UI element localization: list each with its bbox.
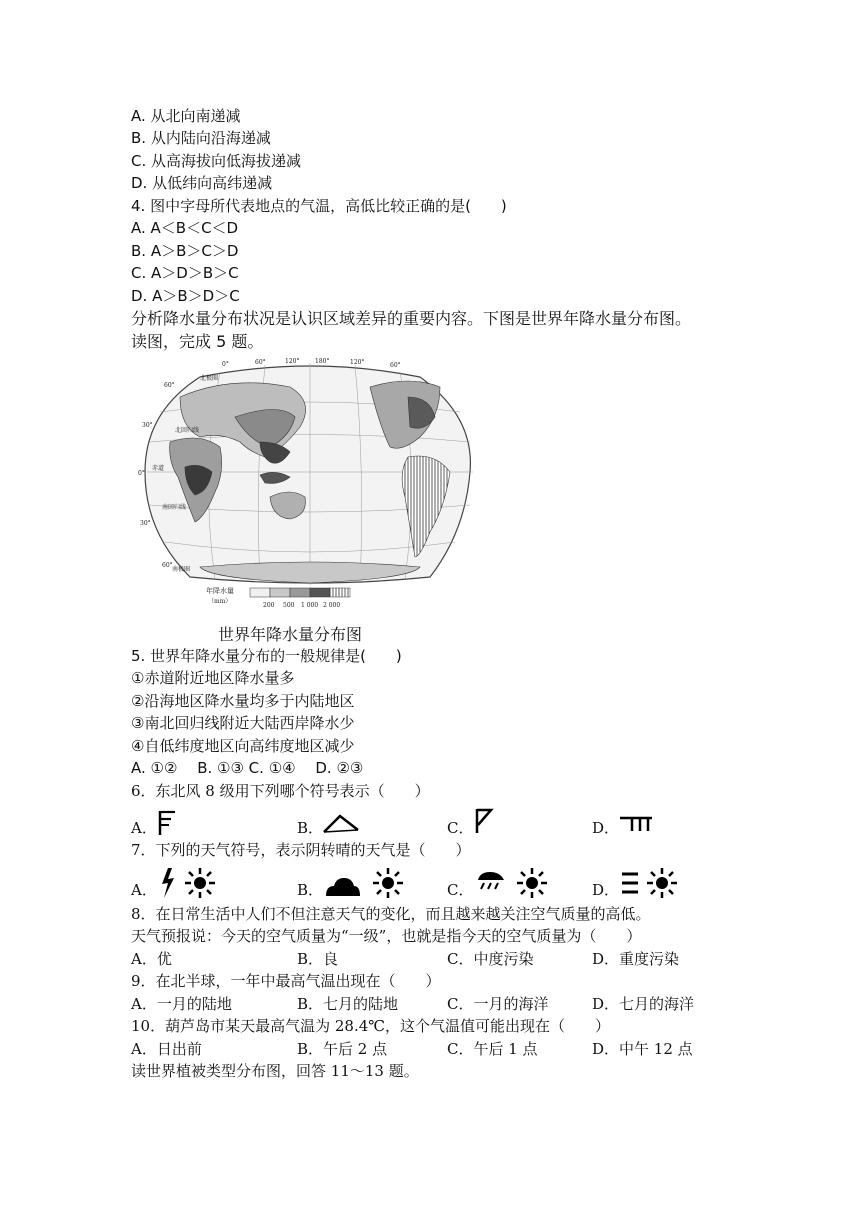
intro5-line2: 读图，完成 5 题。: [131, 332, 264, 351]
place-label: 北极圈: [200, 375, 219, 382]
q7-label-a: A．: [131, 881, 157, 899]
q3-option-d: D. 从低纬向高纬递减: [131, 174, 273, 192]
wind-barb-c-icon: [472, 807, 494, 835]
q9-option-c: C．一月的海洋: [447, 995, 549, 1013]
q6-label-d: D．: [592, 819, 620, 837]
legend-value: 500: [283, 602, 295, 609]
q8-option-a: A．优: [131, 950, 172, 968]
q5-choices: A. ①② B. ①③ C. ①④ D. ②③: [131, 759, 364, 777]
q4-stem: 4. 图中字母所代表地点的气温，高低比较正确的是( ): [131, 197, 507, 215]
q10-option-a: A．日出前: [131, 1040, 202, 1058]
q3-option-a: A. 从北向南递减: [131, 107, 241, 125]
q9-option-a: A．一月的陆地: [131, 995, 232, 1013]
q7-label-b: B．: [297, 881, 324, 899]
q4-option-b: B. A＞B＞C＞D: [131, 242, 239, 260]
q4-option-d: D. A＞B＞D＞C: [131, 287, 240, 305]
wind-barb-a-icon: [157, 809, 177, 837]
legend-title: 年降水量: [206, 587, 234, 595]
q9-option-b: B．七月的陆地: [297, 995, 399, 1013]
lon-label: 60°: [255, 359, 266, 366]
place-label: 赤道: [152, 465, 165, 472]
fog-to-sunny-icon: [620, 866, 680, 900]
q9-option-d: D．七月的海洋: [592, 995, 695, 1013]
q6-stem: 6．东北风 8 级用下列哪个符号表示（ ）: [131, 782, 430, 800]
q3-option-b: B. 从内陆向沿海递减: [131, 129, 271, 147]
lat-label: 30°: [142, 422, 153, 429]
lon-label: 60°: [390, 362, 401, 369]
q10-option-d: D．中午 12 点: [592, 1040, 693, 1058]
shower-to-sunny-icon: [472, 866, 550, 900]
q11-13-intro: 读世界植被类型分布图，回答 11～13 题。: [131, 1062, 419, 1080]
q4-option-c: C. A＞D＞B＞C: [131, 264, 239, 282]
map-caption: 世界年降水量分布图: [218, 625, 363, 644]
q4-option-a: A. A＜B＜C＜D: [131, 219, 239, 237]
q10-stem: 10．葫芦岛市某天最高气温为 28.4℃，这个气温值可能出现在（ ）: [131, 1017, 611, 1035]
intro5-line1: 分析降水量分布状况是认识区域差异的重要内容。下图是世界年降水量分布图。: [131, 309, 692, 328]
place-label: 南极圈: [172, 566, 191, 573]
legend-value: 2 000: [323, 602, 341, 609]
lat-label: 60°: [164, 382, 175, 389]
q8-option-b: B．良: [297, 950, 339, 968]
map-legend: [206, 586, 350, 609]
lon-label: 180°: [315, 358, 330, 365]
legend-value: 200: [263, 602, 275, 609]
overcast-to-sunny-icon: [322, 866, 406, 900]
lon-label: 120°: [285, 358, 300, 365]
lon-label: 0°: [222, 361, 229, 368]
q5-item-1: ①赤道附近地区降水量多: [131, 669, 295, 687]
thunder-to-sunny-icon: [158, 866, 214, 900]
lat-label: 0°: [138, 470, 145, 477]
lat-label: 30°: [140, 520, 151, 527]
q5-item-3: ③南北回归线附近大陆西岸降水少: [131, 714, 355, 732]
wind-barb-d-icon: [618, 814, 654, 834]
q7-label-c: C．: [447, 881, 474, 899]
legend-unit: （mm）: [208, 598, 232, 605]
lat-label: 60°: [162, 562, 173, 569]
q5-item-4: ④自低纬度地区向高纬度地区减少: [131, 737, 355, 755]
wind-barb-b-icon: [322, 812, 360, 834]
lon-label: 120°: [350, 359, 365, 366]
q6-label-a: A．: [131, 819, 157, 837]
q8-line2: 天气预报说：今天的空气质量为“一级”，也就是指今天的空气质量为（ ）: [131, 927, 642, 945]
legend-value: 1 000: [301, 602, 319, 609]
q5-stem: 5. 世界年降水量分布的一般规律是( ): [131, 647, 402, 665]
q8-line1: 8．在日常生活中人们不但注意天气的变化，而且越来越关注空气质量的高低。: [131, 905, 651, 923]
world-precipitation-map: [140, 357, 480, 617]
q7-stem: 7．下列的天气符号，表示阴转晴的天气是（ ）: [131, 841, 471, 859]
q7-label-d: D．: [592, 881, 620, 899]
q6-label-b: B．: [297, 819, 324, 837]
place-label: 南回归线: [162, 504, 187, 511]
q10-option-b: B．午后 2 点: [297, 1040, 388, 1058]
q5-item-2: ②沿海地区降水量均多于内陆地区: [131, 692, 355, 710]
q6-label-c: C．: [447, 819, 474, 837]
q8-option-d: D．重度污染: [592, 950, 680, 968]
place-label: 北回归线: [175, 427, 200, 434]
q9-stem: 9．在北半球，一年中最高气温出现在（ ）: [131, 972, 441, 990]
q3-option-c: C. 从高海拔向低海拔递减: [131, 152, 302, 170]
q10-option-c: C．午后 1 点: [447, 1040, 538, 1058]
q8-option-c: C．中度污染: [447, 950, 534, 968]
